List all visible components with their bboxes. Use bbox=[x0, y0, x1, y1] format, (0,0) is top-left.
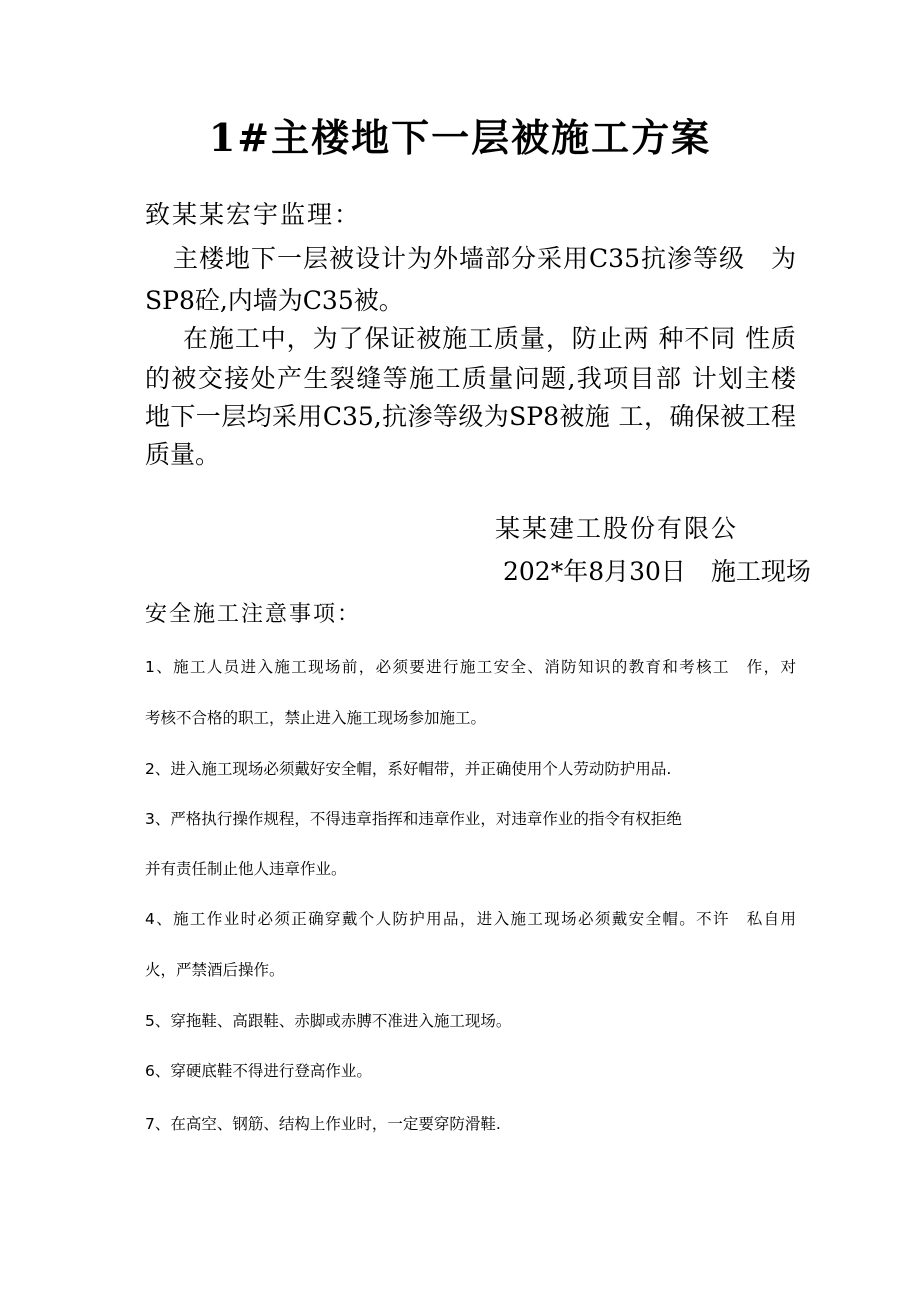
safety-note-line: 2、进入施工现场必须戴好安全帽，系好帽带，并正确使用个人劳动防护用品. bbox=[145, 760, 672, 778]
body-line: 主楼地下一层被设计为外墙部分采用C35抗渗等级 为 bbox=[173, 244, 796, 273]
safety-note-line: 3、严格执行操作规程，不得违章指挥和违章作业，对违章作业的指令有权拒绝 bbox=[145, 810, 682, 828]
safety-note-line: 4、施工作业时必须正确穿戴个人防护用品，进入施工现场必须戴安全帽。不许 私自用 bbox=[145, 910, 796, 928]
safety-note-line: 6、穿硬底鞋不得进行登高作业。 bbox=[145, 1062, 372, 1080]
body-line: 在施工中，为了保证被施工质量，防止两 种不同 性质 bbox=[183, 324, 796, 353]
body-line: SP8砼,内墙为C35被。 bbox=[145, 286, 404, 315]
body-line: 的被交接处产生裂缝等施工质量问题,我项目部 计划主楼 bbox=[145, 364, 796, 393]
safety-note-line: 1、施工人员进入施工现场前，必须要进行施工安全、消防知识的教育和考核工 作，对 bbox=[145, 658, 796, 676]
safety-note-line: 考核不合格的职工，禁止进入施工现场参加施工。 bbox=[145, 709, 487, 727]
body-line: 地下一层均采用C35,抗渗等级为SP8被施 工，确保被工程 bbox=[145, 402, 796, 431]
document-title: 1#主楼地下一层被施工方案 bbox=[208, 115, 712, 160]
safety-note-line: 火，严禁酒后操作。 bbox=[145, 961, 285, 979]
safety-note-line: 5、穿拖鞋、高跟鞋、赤脚或赤膊不准进入施工现场。 bbox=[145, 1012, 512, 1030]
signature-company: 某某建工股份有限公 bbox=[495, 514, 739, 543]
recipient-line: 致某某宏宇监理： bbox=[145, 200, 362, 229]
signature-date-location: 202*年8月30日 施工现场 bbox=[503, 557, 811, 586]
safety-note-line: 并有责任制止他人违章作业。 bbox=[145, 860, 347, 878]
safety-notes-heading: 安全施工注意事项： bbox=[145, 602, 362, 627]
body-line: 质量。 bbox=[145, 440, 221, 469]
safety-note-line: 7、在高空、钢筋、结构上作业时，一定要穿防滑鞋. bbox=[145, 1115, 501, 1133]
